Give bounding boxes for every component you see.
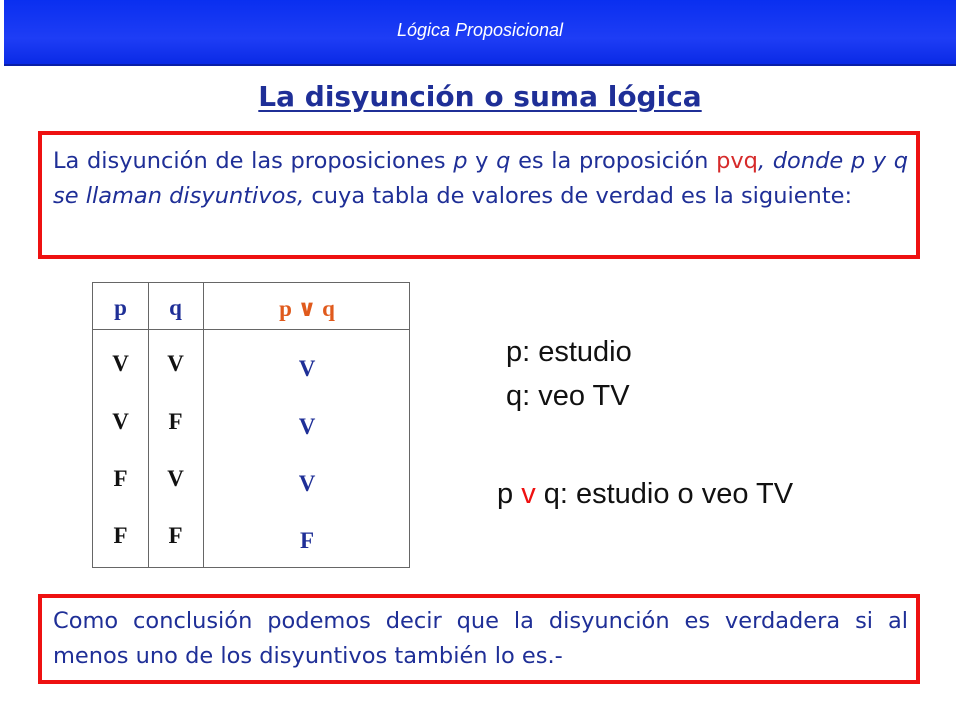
definition-mid2: es la proposición <box>510 148 717 174</box>
cell-p-row1: V <box>112 351 129 376</box>
cell-result-row3: V <box>298 471 316 496</box>
header-p-or-q: p ∨ q <box>279 296 335 321</box>
cell-p-row2: V <box>112 409 129 434</box>
definition-italic: , donde p y q se llaman disyuntivos, <box>53 148 909 209</box>
table-header-divider <box>93 329 409 330</box>
page-title: La disyunción o suma lógica <box>258 80 702 113</box>
cell-q-row1: V <box>167 351 184 376</box>
example-q-line: q: veo TV <box>506 380 630 412</box>
truth-table <box>92 282 410 568</box>
cell-result-row1: V <box>298 356 316 381</box>
definition-mid1: y <box>467 148 497 174</box>
definition-pvq: pvq <box>716 148 758 174</box>
cell-q-row4: F <box>168 523 183 548</box>
banner-title: Lógica Proposicional <box>396 20 564 40</box>
cell-q-row3: V <box>167 466 184 491</box>
cell-q-row2: F <box>168 409 183 434</box>
example-combined-operator: v <box>521 478 536 510</box>
definition-part1: La disyunción de las proposiciones <box>53 148 454 174</box>
definition-p: p <box>453 148 468 174</box>
header-q: q <box>169 295 182 320</box>
cell-result-row2: V <box>298 414 316 439</box>
example-combined-suffix: q: estudio o veo TV <box>535 478 794 510</box>
example-p-line: p: estudio <box>506 336 632 368</box>
cell-p-row4: F <box>113 523 128 548</box>
cell-result-row4: F <box>299 528 315 553</box>
header-p: p <box>114 295 127 320</box>
example-combined <box>497 478 793 511</box>
definition-text <box>53 144 908 214</box>
header-banner <box>4 0 956 66</box>
example-combined-prefix: p <box>497 478 522 510</box>
cell-p-row3: F <box>113 466 128 491</box>
definition-q: q <box>496 148 511 174</box>
conclusion-box <box>38 594 920 684</box>
definition-end: cuya tabla de valores de verdad es la siguiente: <box>304 183 853 209</box>
definition-box <box>38 131 920 259</box>
conclusion-text: Como conclusión podemos decir que la disyunción es verdadera si al menos uno de los disyuntivos también lo es.- <box>53 608 908 669</box>
